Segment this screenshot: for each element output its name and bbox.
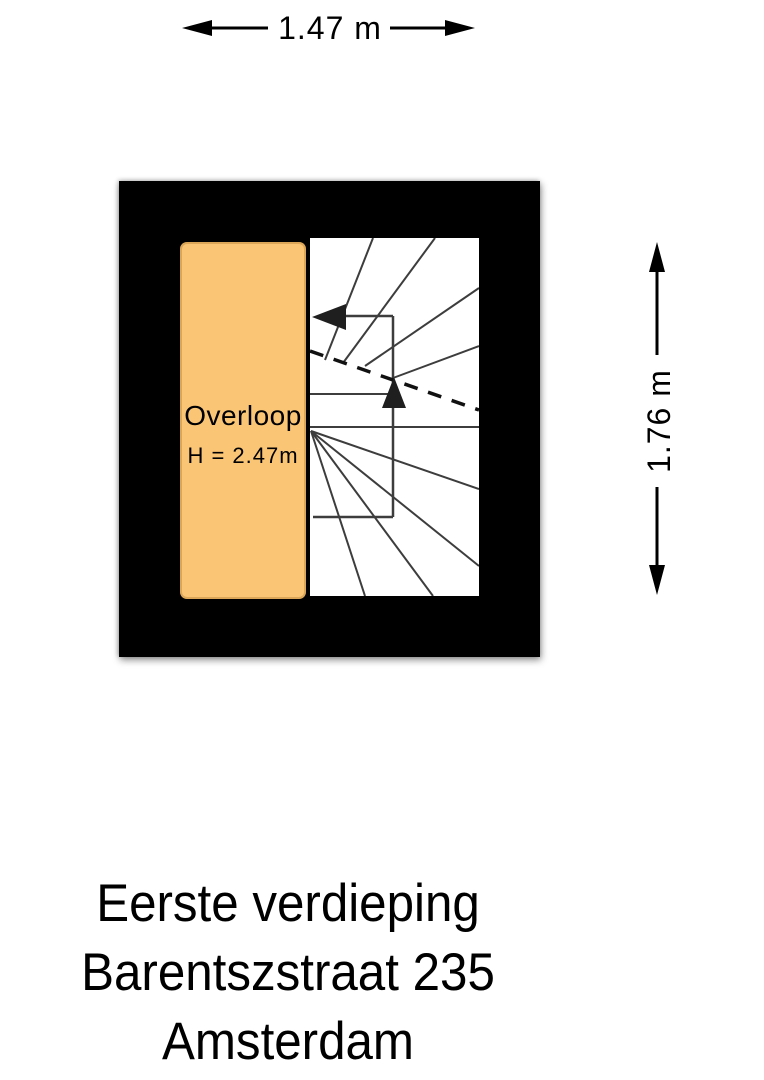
address-line: Barentszstraat 235 (81, 943, 495, 1002)
title-block (28, 869, 549, 1076)
walking-direction-up-arrow-icon (382, 377, 406, 408)
arrow-up-icon (649, 242, 665, 272)
height-dimension-label: 1.76 m (641, 369, 677, 473)
arrow-down-icon (649, 565, 665, 595)
room-ceiling-height-label: H = 2.47m (187, 443, 299, 468)
city-line: Amsterdam (161, 1012, 414, 1071)
stair-treads-lower (311, 431, 479, 596)
arrow-right-icon (445, 20, 475, 36)
stair-treads-upper (325, 238, 479, 378)
arrow-left-icon (182, 20, 212, 36)
walking-direction-left-arrow-icon (312, 304, 346, 330)
floor-plan (119, 181, 540, 657)
room-name-label: Overloop (184, 400, 302, 431)
floor-title: Eerste verdieping (96, 874, 480, 933)
width-dimension-label: 1.47 m (278, 10, 382, 46)
room-overloop (180, 242, 306, 599)
staircase (310, 238, 479, 596)
staircase-drawing (310, 238, 479, 596)
